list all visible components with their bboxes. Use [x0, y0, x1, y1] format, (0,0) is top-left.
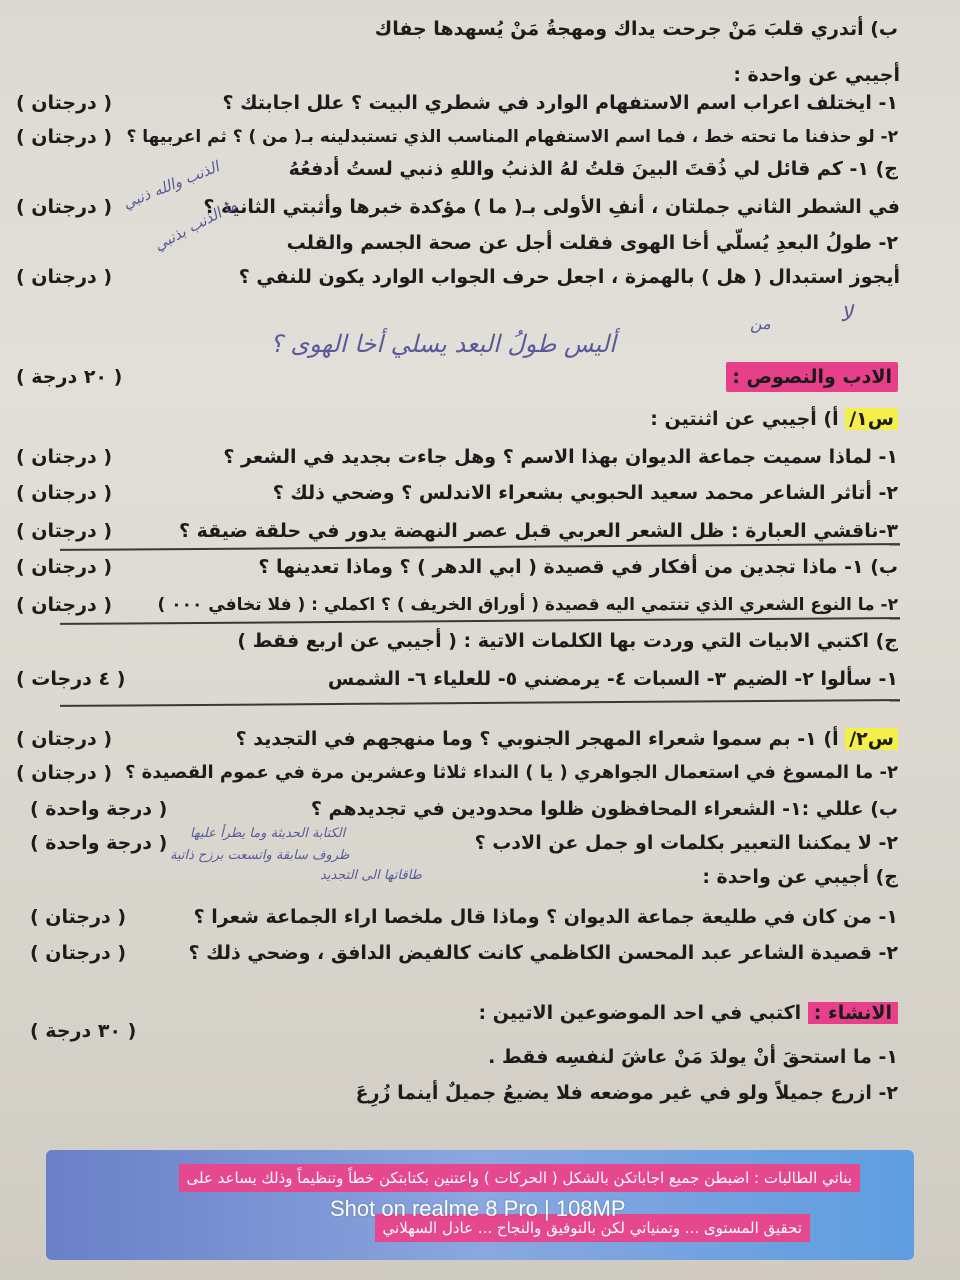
s2-j-item-1: ١- من كان في طليعة جماعة الديوان ؟ وماذا قال ملخصا اراء الجماعة شعرا ؟ ( درجتان )	[0, 900, 960, 934]
grade-label: ( درجتان )	[16, 762, 113, 784]
s2-item-3: ب) عللي :١- الشعراء المحافظون ظلوا محدودين في تجديدهم ؟ ( درجة واحدة )	[0, 792, 960, 826]
literature-header	[0, 360, 960, 394]
handwritten-note: الكتابة الحديثة وما يطرأ عليها	[190, 826, 346, 841]
s2-item-4: ٢- لا يمكننا التعبير بكلمات او جمل عن الادب ؟ ( درجة واحدة )	[0, 826, 960, 860]
s1-intro-line: س١/ أ) أجيبي عن اثنتين :	[0, 402, 960, 436]
grade-label: ( درجة واحدة )	[30, 798, 168, 820]
camera-watermark: Shot on realme 8 Pro | 108MP	[330, 1196, 626, 1221]
question-j1-task: في الشطر الثاني جملتان ، أنفِ الأولى بـ( ما ) مؤكدة خبرها وأثبتي الثانية ؟ ( درجتان )	[0, 190, 960, 224]
question-2: ٢- لو حذفنا ما تحته خط ، فما اسم الاستفهام المناسب الذي تستبدلينه بـ( من ) ؟ ثم اعربيها ؟ ( درجتان )	[0, 120, 960, 154]
section-highlight: الانشاء :	[808, 1002, 898, 1024]
handwritten-note: طاقاتها الى التجديد	[320, 868, 422, 883]
essay-topic-1: ١- ما استحقَ أنْ يولدَ مَنْ عاشَ لنفسِه فقط .	[488, 1046, 898, 1068]
s2-item-2: ٢- ما المسوغ في استعمال الجواهري ( يا ) النداء ثلاثا وعشرين مرة في عموم القصيدة ؟ ( درجتان )	[0, 756, 960, 790]
question-b-verse: ب) أتدري قلبَ مَنْ جرحت يداك ومهجةُ مَنْ يُسهدها جفاك	[374, 18, 898, 40]
question-j2-verse: ٢- طولُ البعدِ يُسلّي أخا الهوى فقلت أجل عن صحة الجسم والقلب	[286, 232, 898, 254]
grade-label: ( درجتان )	[16, 482, 113, 504]
grade-label: ( درجتان )	[16, 92, 113, 114]
s1-j-instruction: ج) اكتبي الابيات التي وردت بها الكلمات الاتية : ( أجيبي عن اربع فقط )	[237, 630, 898, 652]
grade-label: ( درجتان )	[30, 942, 127, 964]
question-j1-verse: ج) ١- كم قائل لي ذُقتَ البينَ قلتُ لهُ الذنبُ واللهِ ذنبي لستُ أدفعُهُ	[288, 158, 898, 180]
handwritten-note: أليس طولُ البعد يسلي أخا الهوى ؟	[270, 330, 616, 358]
s2-item-1: س٢/ أ) ١- بم سموا شعراء المهجر الجنوبي ؟ وما منهجهم في التجديد ؟ ( درجتان )	[0, 722, 960, 756]
s1-item-4: ب) ١- ماذا تجدين من أفكار في قصيدة ( ابي الدهر ) ؟ وماذا تعدينها ؟ ( درجتان )	[0, 550, 960, 584]
s1-item-1: ١- لماذا سميت جماعة الديوان بهذا الاسم ؟ وهل جاءت بجديد في الشعر ؟ ( درجتان )	[0, 440, 960, 474]
s1-item-2: ٢- أتاثر الشاعر محمد سعيد الحبوبي بشعراء الاندلس ؟ وضحي ذلك ؟ ( درجتان )	[0, 476, 960, 510]
grade-label: ( درجة واحدة )	[30, 832, 168, 854]
s1-words: ١- سألوا ٢- الضيم ٣- السبات ٤- يرمضني ٥- للعلياء ٦- الشمس ( ٤ درجات )	[0, 662, 960, 696]
s1-item-5: ٢- ما النوع الشعري الذي تنتمي اليه قصيدة ( أوراق الخريف ) ؟ اكملي : ( فلا تخافي ٠٠٠ ) ( درجتان )	[0, 588, 960, 622]
grade-label: ( درجتان )	[16, 728, 113, 750]
handwritten-note: ما الذنب بذنبي	[151, 195, 240, 255]
s2-j-instruction: ج) أجيبي عن واحدة :	[702, 866, 898, 888]
handwritten-note: الذنب والله ذنبي	[120, 157, 222, 213]
grade-label: ( درجتان )	[16, 126, 113, 148]
question-number-s1: س١/	[845, 408, 898, 430]
s1-item-3: ٣-ناقشي العبارة : ظل الشعر العربي قبل عصر النهضة يدور في حلقة ضيقة ؟ ( درجتان )	[0, 514, 960, 548]
section-highlight: الادب والنصوص :	[726, 362, 898, 392]
grade-label: ( درجتان )	[16, 446, 113, 468]
footer-line-1: بناتي الطالبات : اضبطن جميع اجاباتكن بالشكل ( الحركات ) واعتنين بكتابتكن خطاً وتنظيماً وذلك يساعد على	[179, 1164, 861, 1192]
grade-label: ( ٢٠ درجة )	[16, 366, 123, 388]
grade-label: ( ٣٠ درجة )	[30, 1020, 137, 1042]
s2-j-item-2: ٢- قصيدة الشاعر عبد المحسن الكاظمي كانت كالفيض الدافق ، وضحي ذلك ؟ ( درجتان )	[0, 936, 960, 970]
handwritten-note: من	[750, 314, 771, 333]
question-1: ١- ايختلف اعراب اسم الاستفهام الوارد في شطري البيت ؟ علل اجابتك ؟ ( درجتان )	[0, 86, 960, 120]
essay-header: الانشاء : اكتبي في احد الموضوعين الاتيين :	[0, 996, 960, 1030]
grade-label: ( درجتان )	[16, 520, 113, 542]
grade-label: ( درجتان )	[16, 266, 113, 288]
question-number-s2: س٢/	[845, 728, 898, 750]
grade-label: ( درجتان )	[16, 196, 113, 218]
grade-label: ( ٤ درجات )	[16, 668, 126, 690]
grade-label: ( درجتان )	[30, 906, 127, 928]
footer-line-2: تحقيق المستوى ... وتمنياتي لكن بالتوفيق والنجاح ... عادل السهلاني	[375, 1214, 810, 1242]
question-j2-task: أيجوز استبدال ( هل ) بالهمزة ، اجعل حرف الجواب الوارد يكون للنفي ؟ ( درجتان )	[0, 260, 960, 294]
handwritten-note: ظروف سابقة واتسعت برزح ذاتية	[170, 848, 350, 863]
grade-label: ( درجتان )	[16, 556, 113, 578]
divider-line	[60, 699, 900, 707]
handwritten-note: لا	[840, 302, 853, 327]
essay-topic-2: ٢- ازرع جميلاً ولو في غير موضعه فلا يضيعُ جميلٌ أينما زُرِعَ	[355, 1082, 898, 1104]
answer-one-instruction: أجيبي عن واحدة :	[733, 64, 900, 86]
grade-label: ( درجتان )	[16, 594, 113, 616]
